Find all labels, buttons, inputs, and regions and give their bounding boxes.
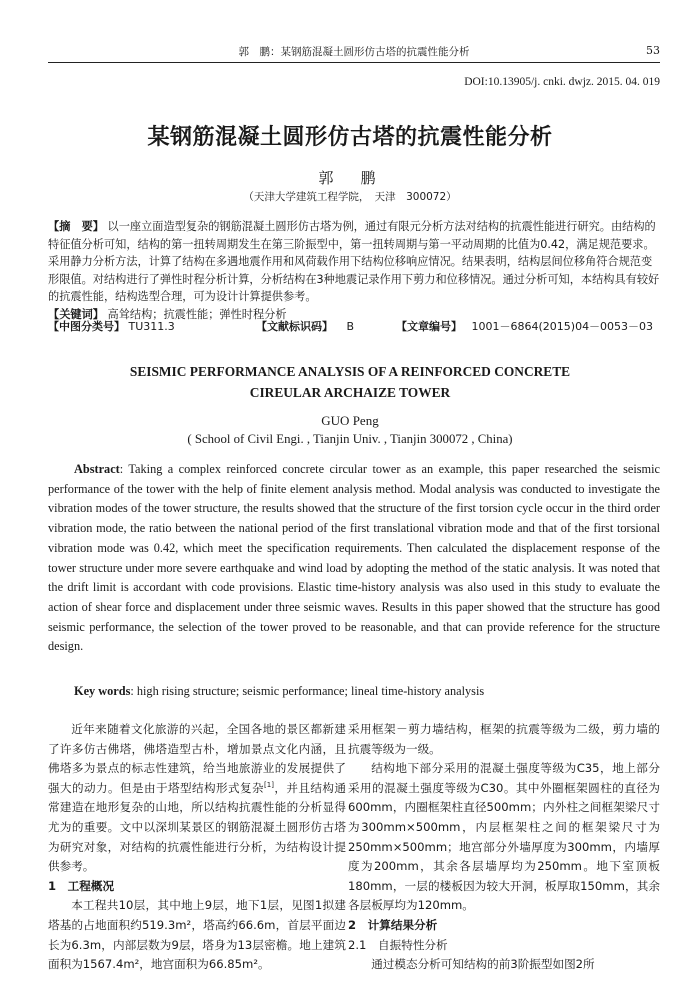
- body-column-left: [48, 720, 346, 975]
- author-en: GUO Peng: [321, 413, 379, 428]
- keywords-en-text: : high rising structure; seismic performance; lineal time-history analysis: [130, 684, 485, 698]
- page-number: 53: [646, 44, 660, 57]
- body-column-right: [348, 720, 660, 975]
- abstract-en-label: Abstract: [74, 462, 120, 476]
- title-cn: 某钢筋混凝土圆形仿古塔的抗震性能分析: [147, 125, 553, 150]
- doi: DOI:10.13905/j. cnki. dwjz. 2015. 04. 019: [464, 76, 660, 88]
- abstract-en-text: : Taking a complex reinforced concrete circular tower as an example, this paper researched the seismic performance of the tower with the help of finite element analysis method. Modal analysis was conducted to investigate the vibration modes of the tower structure, the results showed that the structure of the first torsion cycle occur in the third order vibration mode, the ratio between the national period of the first translational vibration mode and that of the first torsional vibration mode was 0.42, which meet the specification requirements. Then calculated the displacement response of the tower structure under more severe earthquake and wind load by adopting the method of the static analysis. It was noted that the drift limit is accordant with code provisions. Elastic time-history analysis was also used in this study to evaluate the action of shear force and displacement under three seismic waves. Results in this paper showed that the structure has good seismic performance, the selection of the tower proved to be reasonable, and that can provide reference for the structure design.: [48, 462, 660, 654]
- author-cn: 郭 鹏: [318, 169, 382, 187]
- classification-row: [48, 318, 660, 334]
- body-text: ，并且结构通常建造在地形复杂的山地，所以结构抗震性能的分析显得尤为的重要。文中以深圳某景区的钢筋混凝土圆形仿古塔为研究对象，对结构的抗震性能进行分析，为结构设计提供参考。: [48, 780, 346, 874]
- title-en-line1: SEISMIC PERFORMANCE ANALYSIS OF A REINFORCED CONCRETE: [129, 364, 571, 379]
- article-no-label: 【文章编号】: [396, 320, 462, 333]
- body-paragraph: 本工程共10层，其中地上9层，地下1层，见图1拟建塔基的占地面积约519.3m²，塔高约66.6m，首层平面边长为6.3m，内部层数为9层，塔身为13层密檐。地上建筑面积为1567.4m²，地宫面积为66.85m²。: [48, 898, 346, 972]
- clc-value: TU311.3: [128, 320, 175, 333]
- abstract-cn: [48, 218, 660, 323]
- affiliation-en: ( School of Civil Engi. , Tianjin Univ. , Tianjin 300072 , China): [187, 432, 513, 446]
- affiliation-cn: （天津大学建筑工程学院， 天津 300072）: [243, 191, 457, 203]
- running-head-title: 郭 鹏：某钢筋混凝土圆形仿古塔的抗震性能分析: [238, 46, 470, 58]
- keywords-cn-text: 高耸结构；抗震性能；弹性时程分析: [107, 307, 287, 321]
- keywords-cn-label: 【关键词】: [48, 307, 104, 321]
- citation-ref: [1]: [264, 780, 274, 789]
- body-paragraph: [48, 720, 346, 877]
- abstract-en: [48, 460, 660, 657]
- abstract-cn-text: 以一座立面造型复杂的钢筋混凝土圆形仿古塔为例，通过有限元分析方法对结构的抗震性能进行研究。由结构的特征值分析可知，结构的第一扭转周期发生在第三阶振型中，第一扭转周期与第一平动周期的比值为0.42，满足规范要求。采用静力分析方法，计算了结构在多遇地震作用和风荷载作用下结构位移响应情况。结果表明，结构层间位移角符合规范变形限值。对结构进行了弹性时程分析计算，分析结构在3种地震记录作用下剪力和位移情况。通过分析可知，本结构具有较好的抗震性能，结构选型合理，可为设计计算提供参考。: [48, 220, 660, 303]
- keywords-en: [74, 684, 660, 699]
- keywords-en-label: Key words: [74, 684, 131, 698]
- doc-code-value: B: [346, 320, 355, 333]
- clc-label: 【中图分类号】: [48, 320, 125, 333]
- section-heading: 2 计算结果分析: [348, 917, 438, 932]
- subsection-heading: 2.1 自振特性分析: [348, 937, 448, 952]
- title-en-line2: CIREULAR ARCHAIZE TOWER: [249, 385, 451, 400]
- title-en: [0, 361, 700, 403]
- body-text: 近年来随着文化旅游的兴起，全国各地的景区都新建了许多仿古佛塔，佛塔造型古朴，增加景点文化内涵，且佛塔多为景点的标志性建筑，给当地旅游业的发展提供了强大的动力。但是由于塔型结构形式复杂: [48, 722, 346, 795]
- body-paragraph: 结构地下部分采用的混凝土强度等级为C35，地上部分采用的混凝土强度等级为C30。其中外圈框架圆柱的直径为600mm，内圈框架柱直径500mm；内外柱之间框架梁尺寸为300mm×500mm，内层框架柱之间的框架梁尺寸为250mm×500mm；地宫部分外墙厚度为300mm，内墙厚度为200mm，其余各层墙厚均为250mm。地下室顶板180mm，一层的楼板因为较大开洞，板厚取150mm，其余各层板厚均为120mm。: [348, 761, 660, 913]
- section-heading: 1 工程概况: [48, 878, 115, 893]
- running-head: [48, 44, 660, 63]
- abstract-cn-label: 【摘 要】: [48, 220, 104, 233]
- article-no-value: 1001－6864(2015)04－0053－03: [471, 320, 654, 333]
- body-paragraph: 采用框架－剪力墙结构，框架的抗震等级为二级，剪力墙的抗震等级为一级。: [348, 722, 660, 756]
- doc-code-label: 【文献标识码】: [256, 320, 333, 333]
- body-paragraph: 通过模态分析可知结构的前3阶振型如图2所: [371, 957, 595, 972]
